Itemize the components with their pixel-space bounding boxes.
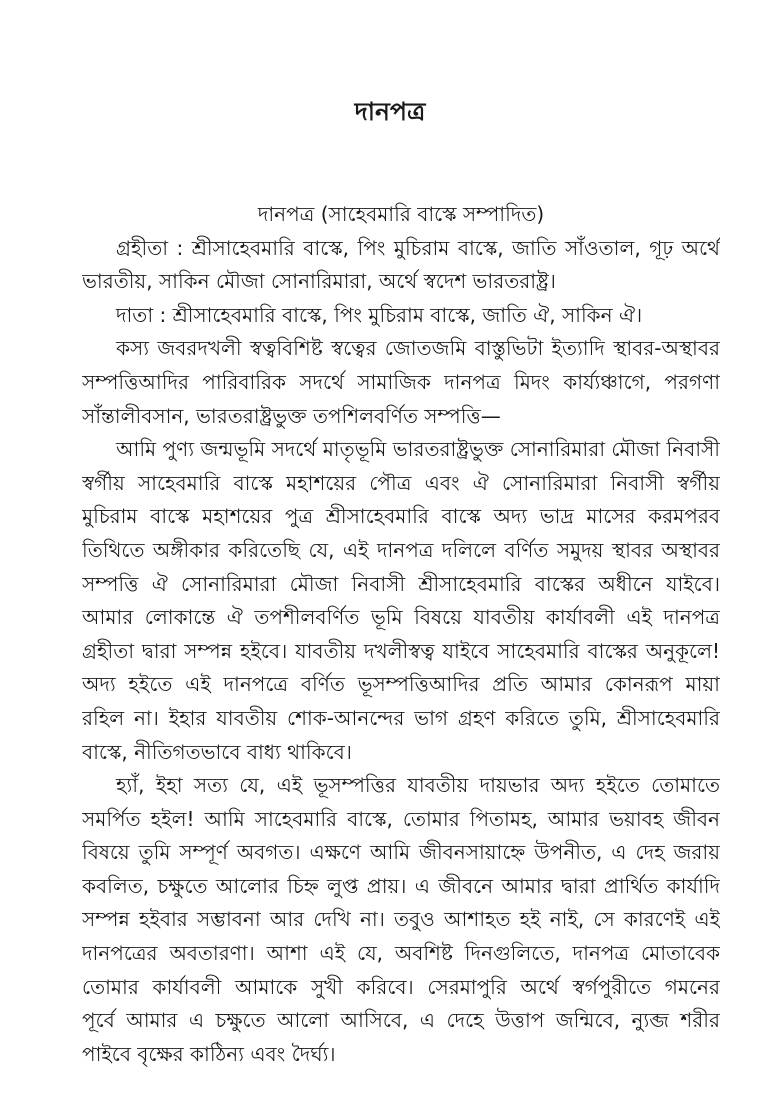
paragraph-line: রহিল না। ইহার যাবতীয় শোক-আনন্দের ভাগ গ্রহণ করিতে তুমি, শ্রীসাহেবমারি xyxy=(82,705,720,730)
paragraph-line: তোমার কার্যাবলী আমাকে সুখী করিবে। সেরমাপুরি অর্থে স্বর্গপুরীতে গমনের xyxy=(82,974,720,999)
paragraph-line: গ্রহীতা : শ্রীসাহেবমারি বাস্কে, পিং মুচিরাম বাস্কে, জাতি সাঁওতাল, গূঢ় অর্থে xyxy=(116,235,720,260)
page-title: দানপত্র xyxy=(354,97,426,126)
paragraph-line: হ্যাঁ, ইহা সত্য যে, এই ভূসম্পত্তির যাবতীয় দায়ভার অদ্য হইতে তোমাতে xyxy=(116,773,720,798)
paragraph-line: মুচিরাম বাস্কে মহাশয়ের পুত্র শ্রীসাহেবমারি বাস্কে অদ্য ভাদ্র মাসের করমপরব xyxy=(82,504,720,529)
paragraph-line: পূর্বে আমার এ চক্ষুতে আলো আসিবে, এ দেহে উত্তাপ জন্মিবে, ন্যুব্জ শরীর xyxy=(82,1008,720,1033)
paragraph-line: আমার লোকান্তে ঐ তপশীলবর্ণিত ভূমি বিষয়ে যাবতীয় কার্যাবলী এই দানপত্র xyxy=(82,605,720,630)
paragraph-line: সম্পন্ন হইবার সম্ভাবনা আর দেখি না। তবুও আশাহত হই নাই, সে কারণেই এই xyxy=(82,907,720,932)
paragraph-line: সমর্পিত হইল! আমি সাহেবমারি বাস্কে, তোমার পিতামহ, আমার ভয়াবহ জীবন xyxy=(82,806,720,831)
paragraph-line: তিথিতে অঙ্গীকার করিতেছি যে, এই দানপত্র দলিলে বর্ণিত সমুদয় স্থাবর অস্থাবর xyxy=(82,537,720,562)
paragraph-line: ভারতীয়, সাকিন মৌজা সোনারিমারা, অর্থে স্বদেশ ভারতরাষ্ট্র। xyxy=(82,269,556,294)
paragraph-line: দাতা : শ্রীসাহেবমারি বাস্কে, পিং মুচিরাম বাস্কে, জাতি ঐ, সাকিন ঐ। xyxy=(116,302,643,327)
paragraph-line: গ্রহীতা দ্বারা সম্পন্ন হইবে। যাবতীয় দখলীস্বত্ব যাইবে সাহেবমারি বাস্কের অনুকূলে! xyxy=(82,638,720,663)
paragraph-line: বাস্কে, নীতিগতভাবে বাধ্য থাকিবে। xyxy=(82,739,352,764)
paragraph-line: কবলিত, চক্ষুতে আলোর চিহ্ন লুপ্ত প্রায়। এ জীবনে আমার দ্বারা প্রার্থিত কার্যাদি xyxy=(82,873,720,898)
paragraph-line: অদ্য হইতে এই দানপত্রে বর্ণিত ভূসম্পত্তিআদির প্রতি আমার কোনরূপ মায়া xyxy=(82,672,720,697)
paragraph-line: কস্য জবরদখলী স্বত্ববিশিষ্ট স্বত্বের জোতজমি বাস্তুভিটা ইত্যাদি স্থাবর-অস্থাবর xyxy=(116,336,720,361)
paragraph-line: সম্পত্তিআদির পারিবারিক সদর্থে সামাজিক দানপত্র মিদং কার্য্যঞ্চাগে, পরগণা xyxy=(82,369,720,394)
document-body xyxy=(82,198,720,1071)
paragraph-line: সাঁন্তালীবসান, ভারতরাষ্ট্রভুক্ত তপশিলবর্ণিত সম্পত্তি— xyxy=(82,403,501,428)
paragraph-line: বিষয়ে তুমি সম্পূর্ণ অবগত। এক্ষণে আমি জীবনসায়াহ্নে উপনীত, এ দেহ জরায় xyxy=(82,840,720,865)
paragraph-line: আমি পুণ্য জন্মভূমি সদর্থে মাতৃভূমি ভারতরাষ্ট্রভুক্ত সোনারিমারা মৌজা নিবাসী xyxy=(116,437,720,462)
document-subtitle: দানপত্র (সাহেবমারি বাস্কে সম্পাদিত) xyxy=(257,202,545,226)
paragraph-line: দানপত্রের অবতারণা। আশা এই যে, অবশিষ্ট দিনগুলিতে, দানপত্র মোতাবেক xyxy=(82,941,720,966)
paragraph-line: স্বর্গীয় সাহেবমারি বাস্কে মহাশয়ের পৌত্র এবং ঐ সোনারিমারা নিবাসী স্বর্গীয় xyxy=(82,470,720,495)
paragraph-line: সম্পত্তি ঐ সোনারিমারা মৌজা নিবাসী শ্রীসাহেবমারি বাস্কের অধীনে যাইবে। xyxy=(82,571,720,596)
paragraph-line: পাইবে বৃক্ষের কাঠিন্য এবং দৈর্ঘ্য। xyxy=(82,1041,336,1066)
